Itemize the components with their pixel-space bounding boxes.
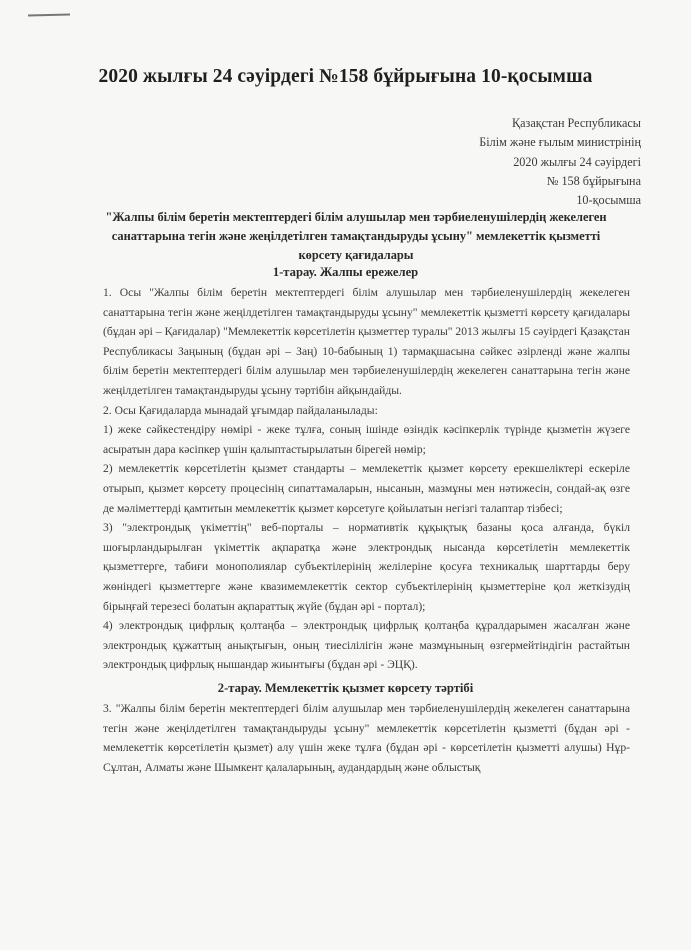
rules-heading: "Жалпы білім беретін мектептердегі білім алушылар мен тәрбиеленушілердің жекелеген санаттарына тегін және жеңілдетілген тамақтандыруды ұсыну" мемлекеттік қызметті көрсету қағидалары	[105, 210, 607, 262]
scan-mark	[28, 13, 70, 16]
paragraph: 3) "электрондық үкіметтің" веб-порталы – нормативтік құқықтық базаны қоса алғанда, бүкіл шоғырландырылған үкіметтік ақпаратқа және электрондық нысанда көрсетілетін мемлекеттік қызметтерге, табиғи монополиялар субъектілерінің желілеріне қосуға техникалық шарттарды беру жөніндегі қызметтерге және квазимемлекеттік сектор субъектілерінің қызметтеріне қол жеткізудің бірыңғай терезесі болатын ақпараттық жүйе (бұдан әрі - портал);	[103, 521, 630, 613]
document-title: 2020 жылғы 24 сәуірдегі №158 бұйрығына 10-қосымша	[98, 66, 593, 87]
section-1-body	[103, 283, 630, 675]
paragraph: 2) мемлекеттік көрсетілетін қызмет стандарты – мемлекеттік қызмет көрсету ерекшеліктері ескеріле отырып, қызмет көрсету процесінің сипаттамаларын, нысанын, мазмұны мен нәтижесін, сондай-ақ өзге де мәліметтерді қамтитын мемлекеттік қызмет көрсетуге қойылатын негізгі талаптар тізбесі;	[103, 462, 630, 515]
approval-line: № 158 бұйрығына	[546, 173, 641, 188]
approval-block	[479, 114, 641, 210]
paragraph: 4) электрондық цифрлық қолтаңба – электрондық цифрлық қолтаңба құралдарымен жасалған және электрондық құжаттың анықтығын, оның тиесілілігін және мазмұнының өзгермейтіндігін растайтын электрондық цифрлық нышандар жиынтығы (бұдан әрі - ЭЦҚ).	[103, 619, 630, 672]
paragraph: 1) жеке сәйкестендіру нөмірі - жеке тұлға, соның ішінде өзіндік кәсіпкерлік түрінде қызметін жүзеге асыратын дара кәсіпкер үшін қалыптастырылатын бірегей нөмір;	[103, 423, 630, 456]
section-1-heading: 1-тарау. Жалпы ережелер	[272, 265, 419, 279]
section-2-body	[103, 699, 630, 777]
approval-line: 10-қосымша	[576, 193, 641, 208]
approval-line: 2020 жылғы 24 сәуірдегі	[513, 154, 641, 169]
paragraph: 1. Осы "Жалпы білім беретін мектептердегі білім алушылар мен тәрбиеленушілердің жекелеген санаттарына тегін және жеңілдетілген тамақтандыруды ұсыну" мемлекеттік қызметті көрсету қағидалары (бұдан әрі – Қағидалар) "Мемлекеттік көрсетілетін қызметтер туралы" 2013 жылғы 15 сәуірдегі Қазақстан Республикасы Заңының (бұдан әрі – Заң) 10-бабының 1) тармақшасына сәйкес әзірленді және жалпы білім беретін мектептердегі білім алушылар мен тәрбиеленушілердің жекелеген санаттарына тегін және жеңілдетілген тамақтандыруды ұсыну тәртібін айқындайды.	[103, 286, 630, 397]
paragraph: 3. "Жалпы білім беретін мектептердегі білім алушылар мен тәрбиеленушілердің жекелеген санаттарына тегін және жеңілдетілген тамақтандыруды ұсыну" мемлекеттік көрсетілетін қызметті (бұдан әрі - мемлекеттік көрсетілетін қызмет) алу үшін жеке тұлға (бұдан әрі - көрсетілетін қызметті алушы) Нұр-Сұлтан, Алматы және Шымкент қалаларының, аудандардың және облыстық	[103, 702, 630, 774]
section-2-heading: 2-тарау. Мемлекеттік қызмет көрсету тәртібі	[217, 681, 474, 695]
paragraph: 2. Осы Қағидаларда мынадай ұғымдар пайдаланылады:	[103, 403, 378, 417]
approval-line: Қазақстан Республикасы	[512, 116, 641, 130]
approval-line: Білім және ғылым министрінің	[479, 135, 641, 150]
